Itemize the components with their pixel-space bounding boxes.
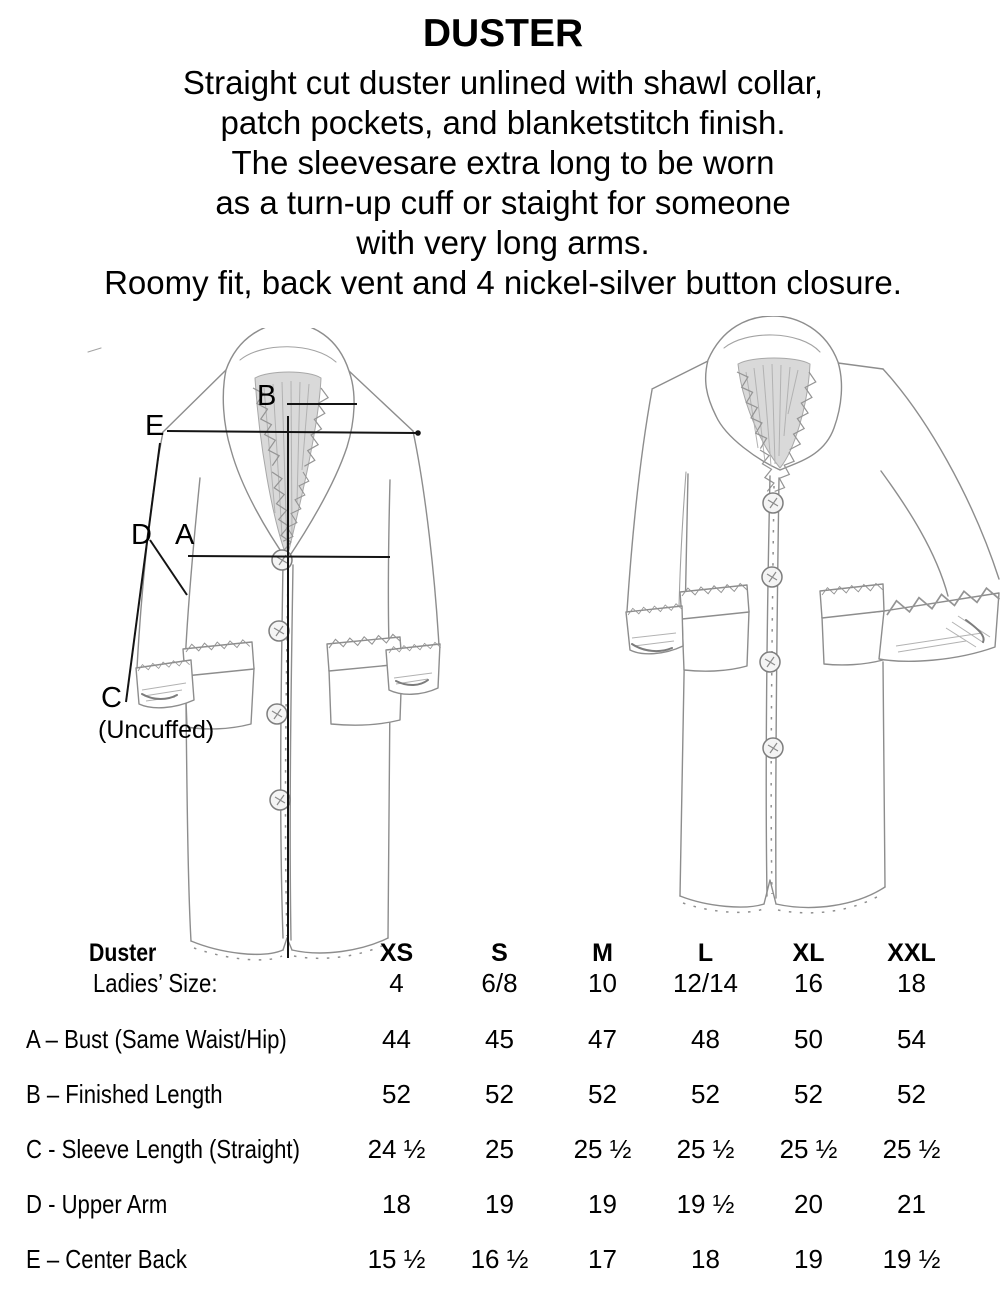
table-row-upper-arm [0,1189,1006,1219]
table-cell: 24 ½ [367,1134,426,1164]
ladies-size-value: 18 [897,968,926,998]
ladies-size-value: 4 [389,968,404,998]
table-row-bust [0,1024,1006,1054]
front-placket [766,476,779,898]
table-cell: 25 ½ [779,1134,838,1164]
row-label-text: A – Bust (Same Waist/Hip) [26,1024,287,1054]
ladies-size-value: 10 [588,968,617,998]
table-cell: 25 ½ [676,1134,735,1164]
size-table [0,938,1006,1274]
measure-label-d: D [131,519,152,551]
table-cell: 52 [588,1079,617,1109]
table-cell: 25 ½ [573,1134,632,1164]
row-label-text: C - Sleeve Length (Straight) [26,1134,300,1164]
table-cell: 54 [897,1024,926,1054]
table-cell: 44 [382,1024,411,1054]
measure-label-c: C [101,682,122,714]
table-cell: 19 [485,1189,514,1219]
table-cell: 25 [485,1134,514,1164]
table-cell: 19 ½ [882,1244,941,1274]
stray-pencil-mark [88,348,101,352]
description-line-1: Straight cut duster unlined with shawl collar, [182,64,824,101]
col-header-s: S [491,938,508,967]
ladies-size-value: 12/14 [672,968,739,998]
ladies-size-row [0,968,1006,998]
description-line-4: as a turn-up cuff or staight for someone [215,184,791,221]
description-line-5: with very long arms. [356,224,650,261]
measure-label-a: A [175,519,195,551]
table-row-sleeve-length [0,1134,1006,1164]
table-cell: 17 [588,1244,617,1274]
measure-label-e: E [145,410,165,442]
table-cell: 15 ½ [367,1244,426,1274]
row-label [0,1189,345,1220]
right-coat-sketch [586,316,1006,916]
ladies-size-label-text: Ladies’ Size: [93,968,218,998]
table-row-center-back [0,1244,1006,1274]
patch-pocket-left [680,583,749,671]
left-coat-sketch [70,328,472,974]
row-label [0,1244,345,1275]
ladies-size-value: 6/8 [481,968,518,998]
ladies-size-label [0,968,345,999]
table-cell: 21 [897,1189,926,1219]
table-title [0,939,345,968]
description-line-3: The sleevesare extra long to be worn [231,144,775,181]
table-cell: 16 ½ [470,1244,529,1274]
cuff-left [136,659,194,708]
table-cell: 50 [794,1024,823,1054]
table-cell: 18 [382,1189,411,1219]
measure-label-uncuffed: (Uncuffed) [98,716,215,744]
col-header-l: L [697,938,714,967]
row-label [0,1024,345,1055]
table-cell: 19 [794,1244,823,1274]
cuff-right [386,642,441,695]
cuff-left [626,603,683,654]
cuff-right [879,587,999,662]
table-cell: 20 [794,1189,823,1219]
page-title: DUSTER [422,12,584,55]
table-header-row [0,938,1006,968]
front-placket [281,563,293,940]
col-header-xs: XS [379,938,414,967]
table-cell: 25 ½ [882,1134,941,1164]
table-cell: 47 [588,1024,617,1054]
description-line-6: Roomy fit, back vent and 4 nickel-silver button closure. [104,264,902,301]
table-title-text: Duster [89,938,157,967]
row-label [0,1079,345,1110]
table-cell: 52 [897,1079,926,1109]
row-label-text: B – Finished Length [26,1079,223,1109]
table-cell: 48 [691,1024,720,1054]
measure-label-b: B [257,380,277,412]
table-cell: 52 [691,1079,720,1109]
col-header-m: M [592,938,613,967]
hem [680,880,885,913]
row-label-text: E – Center Back [26,1244,187,1274]
table-cell: 19 ½ [676,1189,735,1219]
patch-pocket-right [820,583,884,665]
table-cell: 52 [382,1079,411,1109]
col-header-xxl: XXL [887,938,936,967]
row-label [0,1134,345,1165]
row-label-text: D - Upper Arm [26,1189,168,1219]
ladies-size-value: 16 [794,968,823,998]
table-row-finished-length [0,1079,1006,1109]
col-header-xl: XL [792,938,825,967]
table-cell: 45 [485,1024,514,1054]
shawl-collar [706,316,842,494]
table-cell: 19 [588,1189,617,1219]
table-cell: 52 [794,1079,823,1109]
table-cell: 52 [485,1079,514,1109]
header [0,12,1006,303]
table-cell: 18 [691,1244,720,1274]
description-line-2: patch pockets, and blanketstitch finish. [220,104,786,141]
